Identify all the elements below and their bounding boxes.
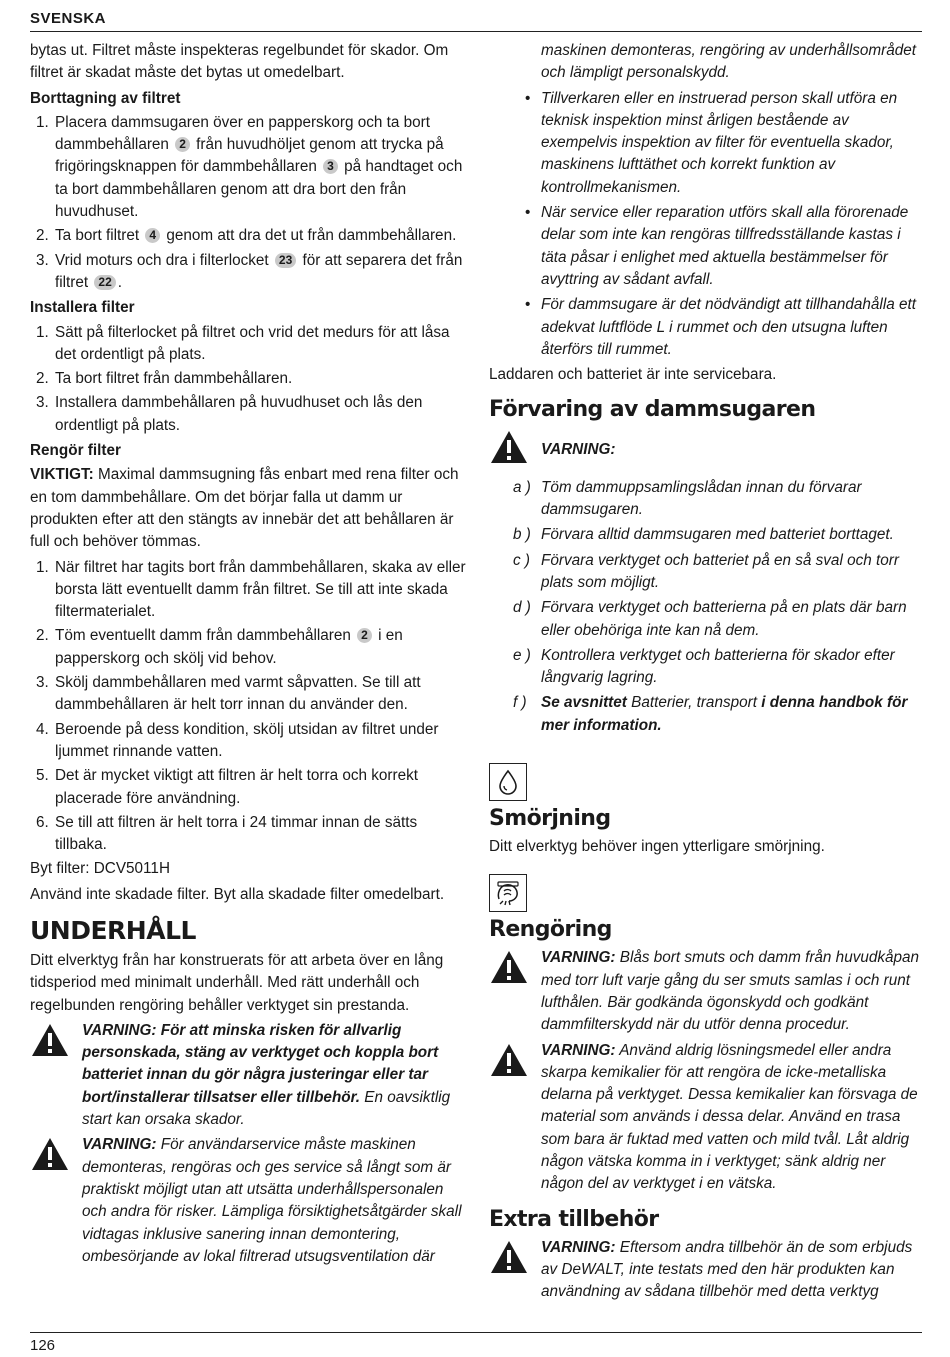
item-text: Förvara verktyget och batterierna på en plats där barn eller obehöriga inte kan nå dem. <box>541 599 907 639</box>
step-text: Töm eventuellt damm från dammbehållaren <box>55 627 351 645</box>
item-number: 3. <box>36 394 49 412</box>
step-text: Se till att filtren är helt torra i 24 timmar innan de sätts tillbaka. <box>55 813 418 854</box>
warning-body: Eftersom andra tillbehör än de som erbjuds av DeWALT, inte testats med den här produkten kan användning av sådana tillbehör med detta verktyg <box>541 1238 913 1301</box>
step-text: genom att dra det ut från dammbehållaren. <box>166 227 457 245</box>
item-text: Töm dammuppsamlingslådan innan du förvarar dammsugaren. <box>541 478 862 519</box>
item-number: 1. <box>36 323 49 341</box>
part-badge: 22 <box>94 275 115 290</box>
item-letter: b ) <box>513 526 531 544</box>
lubrication-heading: Smörjning <box>489 806 611 832</box>
list-item <box>30 368 470 390</box>
step-text: . <box>117 273 123 291</box>
bullet-text: För dammsugare är det nödvändigt att tillhandahålla ett adekvat luftflöde L i rummet och den utsugna luften återförs till rummet. <box>541 296 916 358</box>
maintenance-text: Ditt elverktyg från har konstruerats för att arbeta över en lång tidsperiod med minimalt underhåll. Med rätt underhåll och regelbunden rengöring behåller verktyget sin prestanda. <box>30 951 444 1014</box>
list-item <box>30 625 470 670</box>
warning-rest-text: En oavsiktlig start kan orsaka skador. <box>82 1088 451 1129</box>
charger-text: Laddaren och batteriet är inte servicebara. <box>489 366 777 384</box>
item-text: Batterier, transport <box>631 694 757 712</box>
step-text: för att separera det från filtret <box>55 251 463 291</box>
step-text: Sätt på filterlocket på filtret och vrid det medurs för att låsa det ordentligt på plats. <box>55 323 450 363</box>
warning-body: Blås bort smuts och damm från huvudkåpan med torr luft varje gång du ser smuts samlas i och runt lufthålen. Bär godkända ögonskydd och godkänt dammfilterskydd när du utför denna procedur. <box>541 949 920 1034</box>
left-column <box>30 40 470 1271</box>
warning-block <box>30 1020 470 1131</box>
list-item <box>489 692 921 737</box>
list-item <box>30 719 470 764</box>
warning-text <box>82 1134 470 1268</box>
part-badge: 2 <box>175 137 190 152</box>
page-number: 126 <box>30 1337 56 1354</box>
step-text: Ta bort filtret <box>55 227 140 245</box>
step-text: Det är mycket viktigt att filtren är helt torra och korrekt placerade före användning. <box>55 767 418 807</box>
warning-label: VARNING: <box>541 1041 616 1059</box>
bullet-dot: • <box>525 204 531 222</box>
replace-filter-text: Byt filter: DCV5011H <box>30 860 170 878</box>
list-item <box>30 112 470 223</box>
item-text: Förvara verktyget och batteriet på en så sval och torr plats som möjligt. <box>541 551 899 591</box>
list-item <box>489 477 921 522</box>
important-text: Maximal dammsugning fås enbart med rena filter och en tom dammbehållare. Om det börjar falla ut damm ur produkten efter att den stängts av innebär det att behållaren är full och behöver tömmas. <box>30 466 459 551</box>
list-item <box>30 672 470 717</box>
item-letter: a ) <box>513 478 531 496</box>
clean-filter-heading: Rengör filter <box>30 442 121 460</box>
install-filter-list <box>30 322 470 437</box>
footer-rule <box>30 1332 922 1333</box>
item-text-bold: i denna handbok för mer information. <box>541 694 908 734</box>
step-text: Vrid moturs och dra i filterlocket <box>55 251 269 269</box>
step-text: i en papperskorg och skölj vid behov. <box>55 627 403 667</box>
list-item <box>489 645 921 690</box>
step-text: Ta bort filtret från dammbehållaren. <box>55 370 293 388</box>
list-item <box>30 557 470 624</box>
lubrication-text: Ditt elverktyg behöver ingen ytterligare smörjning. <box>489 838 825 856</box>
item-letter: f ) <box>513 694 527 712</box>
remove-filter-heading: Borttagning av filtret <box>30 89 181 107</box>
storage-list <box>489 477 921 737</box>
warning-bold-text: VARNING: För att minska risken för allvarlig personskada, stäng av verktyget och koppla bort batteriet innan du gör några justeringar eller tar bort/installerar tillsatser eller tillbehör. <box>82 1021 439 1106</box>
clean-filter-list <box>30 557 470 857</box>
warning-block <box>489 1237 921 1304</box>
list-item <box>489 597 921 642</box>
item-letter: d ) <box>513 599 531 617</box>
service-bullet-list <box>515 88 921 362</box>
step-text: Skölj dammbehållaren med varmt såpvatten. Se till att dammbehållaren är helt torr innan du använder den. <box>55 674 421 714</box>
warning-label: VARNING: <box>541 1238 616 1256</box>
list-item <box>515 202 921 291</box>
warning-text <box>541 947 921 1036</box>
right-column <box>489 40 921 1306</box>
item-number: 4. <box>36 720 49 738</box>
item-text: Kontrollera verktyget och batterierna för skador efter långvarig lagring. <box>541 646 895 687</box>
list-item <box>30 225 470 247</box>
item-text: Förvara alltid dammsugaren med batteriet borttaget. <box>541 526 894 544</box>
list-item <box>515 294 921 361</box>
warning-triangle-icon <box>489 1237 541 1282</box>
continued-text: maskinen demonteras, rengöring av underhållsområdet och lämpligt personalskydd. <box>541 42 916 82</box>
item-number: 2. <box>36 370 49 388</box>
important-label: VIKTIGT: <box>30 466 94 484</box>
item-number: 1. <box>36 113 49 131</box>
warning-text <box>541 1237 921 1304</box>
list-item <box>489 524 921 546</box>
warning-label: VARNING: <box>541 949 616 967</box>
warning-label: VARNING: <box>82 1136 157 1154</box>
warning-triangle-icon <box>489 1040 541 1085</box>
install-filter-heading: Installera filter <box>30 299 135 317</box>
warning-triangle-icon <box>30 1134 82 1179</box>
warning-body: Använd aldrig lösningsmedel eller andra skarpa kemikalier för att rengöra de icke-metalliska delarna på verktyget. Dessa kemikalier kan försvaga de material som används i dessa delar. Använd en trasa som bara är fuktad med vatten och mild tvål. Låt aldrig någon vätska komma in i verktyget; sänk aldrig ner någon del av verktyget i en vätska. <box>541 1041 918 1193</box>
step-text: När filtret har tagits bort från dammbehållaren, skaka av eller borsta lätt eventuellt damm från filtret. Se till att inte skada filtermaterialet. <box>55 558 466 621</box>
warning-text <box>82 1020 470 1131</box>
part-badge: 4 <box>145 228 160 243</box>
accessories-heading: Extra tillbehör <box>489 1206 659 1232</box>
step-text: Beroende på dess kondition, skölj utsidan av filtret under ljummet rinnande vatten. <box>55 720 439 760</box>
item-letter: e ) <box>513 646 531 664</box>
list-item <box>515 88 921 199</box>
language-header: SVENSKA <box>30 10 107 27</box>
bullet-text: När service eller reparation utförs skall alla förorenade delar som inte kan rengöras tillfredsställande kastas i täta påsar i enlighet med aktuella bestämmelser för avyttring av sådant avfall. <box>541 204 909 288</box>
warning-block <box>30 1134 470 1268</box>
item-number: 3. <box>36 251 49 269</box>
item-letter: c ) <box>513 551 530 569</box>
bullet-text: Tillverkaren eller en instruerad person skall utföra en teknisk inspektion minst årligen bestående av exempelvis inspektion av filter för eventuella skador, maskinens lufttäthet och korrekt funktion av kontrollmekanismen. <box>541 89 898 196</box>
warning-triangle-icon <box>489 947 541 992</box>
storage-heading: Förvaring av dammsugaren <box>489 397 816 423</box>
cleaning-hand-icon <box>489 874 527 912</box>
item-number: 5. <box>36 767 49 785</box>
list-item <box>30 250 470 295</box>
item-text-bold: Se avsnittet <box>541 694 627 712</box>
list-item <box>30 765 470 810</box>
lubrication-drop-icon <box>489 763 527 801</box>
intro-text: bytas ut. Filtret måste inspekteras regelbundet för skador. Om filtret är skadat måste det bytas ut omedelbart. <box>30 42 449 82</box>
warning-block <box>489 427 921 472</box>
item-number: 1. <box>36 558 49 576</box>
warning-text <box>541 1040 921 1196</box>
bullet-dot: • <box>525 296 531 314</box>
step-text: på handtaget och ta bort dammbehållaren genom att dra bort den från huvudhuset. <box>55 158 463 221</box>
list-item <box>30 322 470 367</box>
bullet-dot: • <box>525 89 531 107</box>
warning-triangle-icon <box>489 427 541 472</box>
warning-block <box>489 947 921 1036</box>
cleaning-heading: Rengöring <box>489 917 612 943</box>
header-rule <box>30 31 922 32</box>
item-number: 2. <box>36 227 49 245</box>
step-text: Installera dammbehållaren på huvudhuset och lås den ordentligt på plats. <box>55 394 423 434</box>
step-text: från huvudhöljet genom att trycka på frigöringsknappen för dammbehållaren <box>55 136 444 176</box>
warning-triangle-icon <box>30 1020 82 1065</box>
warning-block <box>489 1040 921 1196</box>
item-number: 6. <box>36 813 49 831</box>
list-item <box>30 812 470 857</box>
part-badge: 3 <box>323 159 338 174</box>
step-text: Placera dammsugaren över en papperskorg och ta bort dammbehållaren <box>55 113 430 154</box>
list-item <box>30 392 470 437</box>
remove-filter-list <box>30 112 470 294</box>
item-number: 2. <box>36 627 49 645</box>
item-number: 3. <box>36 674 49 692</box>
list-item <box>489 550 921 595</box>
maintenance-heading: UNDERHÅLL <box>30 915 196 945</box>
warning-label: VARNING: <box>541 440 616 458</box>
damaged-filter-text: Använd inte skadade filter. Byt alla skadade filter omedelbart. <box>30 885 445 903</box>
part-badge: 23 <box>275 253 296 268</box>
important-note <box>30 464 470 553</box>
warning-body: För användarservice måste maskinen demonteras, rengöras och ges service så långt som är praktiskt möjligt utan att utsätta underhållspersonalen och andra för risker. Lämpliga försiktighetsåtgärder skall vidtagas inklusive sanering innan demontering, ombesörjande av lokal filtrerad utsugsventilation där <box>82 1136 462 1265</box>
part-badge: 2 <box>357 628 372 643</box>
